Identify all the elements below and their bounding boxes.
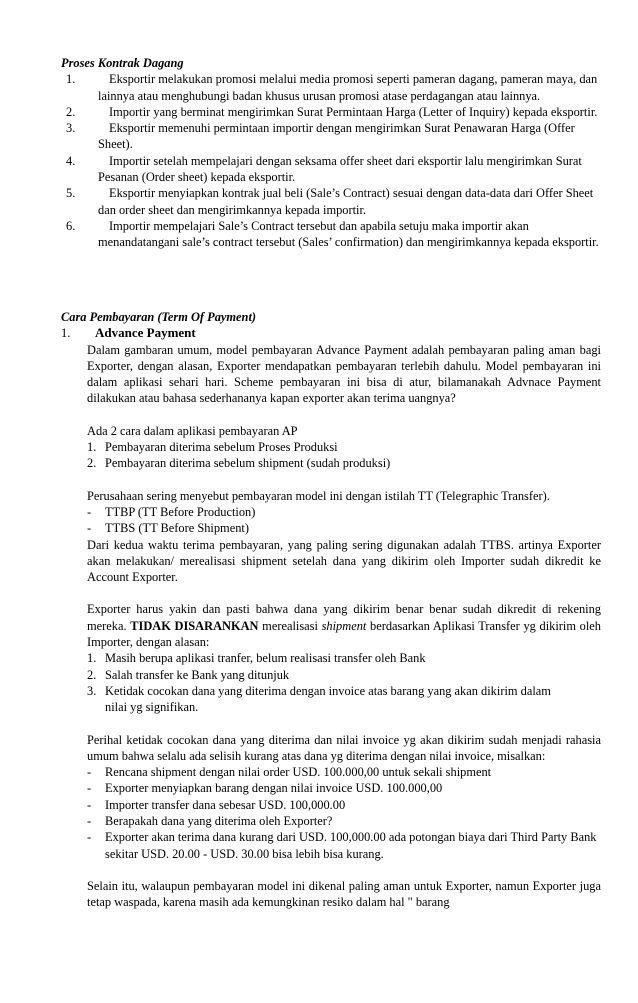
list-item xyxy=(87,780,601,796)
list-item xyxy=(61,185,601,218)
heading-proses-kontrak-dagang: Proses Kontrak Dagang xyxy=(61,56,184,70)
heading-cara-pembayaran: Cara Pembayaran (Term Of Payment) xyxy=(61,310,257,324)
list-item xyxy=(87,455,601,471)
list-item xyxy=(87,667,601,683)
list-marker: - xyxy=(87,504,92,519)
list-marker: 2. xyxy=(87,667,97,682)
list-item xyxy=(61,120,601,153)
list-marker: 1. xyxy=(87,440,97,455)
list-text: Pembayaran diterima sebelum Proses Produksi xyxy=(105,440,338,455)
list-text: TTBP (TT Before Production) xyxy=(105,504,256,519)
list-item xyxy=(87,650,601,666)
spacer xyxy=(87,716,601,732)
list-text: Ketidak cocokan dana yang diterima dengan invoice atas barang yang akan dikirim dalam nilai yg signifikan. xyxy=(105,683,551,715)
list-text: Importer transfer dana sebesar USD. 100,000.00 xyxy=(105,797,346,812)
list-text: Exporter menyiapkan barang dengan nilai invoice USD. 100.000,00 xyxy=(105,781,443,796)
list-text: Eksportir melakukan promosi melalui media promosi seperti pameran dagang, pameran maya, dan lainnya atau menghubungi badan khusus urusan promosi atase perdagangan atau lainnya. xyxy=(98,72,598,103)
list-item xyxy=(61,218,601,251)
list-text: Pembayaran diterima sebelum shipment (sudah produksi) xyxy=(105,456,391,471)
list-number: 4. xyxy=(66,153,76,168)
subheading-number: 1. xyxy=(61,326,71,341)
list-number: 1. xyxy=(66,72,76,87)
list-marker: - xyxy=(87,797,92,812)
list-marker: 3. xyxy=(87,683,97,698)
list-number: 3. xyxy=(66,121,76,136)
section-body xyxy=(61,342,601,911)
spacer xyxy=(87,585,601,601)
list-text: Berapakah dana yang diterima oleh Exporter? xyxy=(105,814,333,829)
paragraph: Perihal ketidak cocokan dana yang diterima dan nilai invoice yg akan dikirim sudah menjadi rahasia umum bahwa selalu ada selisih kurang atas dana yg diterima dengan nilai invoice, misalkan: xyxy=(87,732,601,763)
list-text: Rencana shipment dengan nilai order USD. 100.000,00 untuk sekali shipment xyxy=(105,765,492,780)
list-marker: - xyxy=(87,830,92,845)
list-item xyxy=(87,813,601,829)
paragraph: Perusahaan sering menyebut pembayaran model ini dengan istilah TT (Telegraphic Transfer). xyxy=(87,488,550,503)
list-item xyxy=(87,439,601,455)
paragraph xyxy=(87,601,601,650)
list-text: Importir mempelajari Sale’s Contract tersebut dan apabila setuju maka importir akan menandatangani sale’s contract tersebut (Sales’ confirmation) dan mengirimkannya kepada eksportir. xyxy=(98,218,599,250)
section-cara-pembayaran xyxy=(61,309,601,911)
list-marker: 1. xyxy=(87,651,97,666)
section-proses-kontrak xyxy=(61,55,601,251)
list-item xyxy=(61,153,601,186)
paragraph: Dari kedua waktu terima pembayaran, yang paling sering digunakan adalah TTBS. artinya Exporter akan melakukan/ merealisasi shipment setelah dana yang dikirim oleh Importer sudah dikredit ke Account Exporter. xyxy=(87,537,601,585)
list-text: Salah transfer ke Bank yang ditunjuk xyxy=(105,667,290,682)
list-marker: 2. xyxy=(87,456,97,471)
emphasis-bold: TIDAK DISARANKAN xyxy=(130,618,259,633)
list-marker: - xyxy=(87,781,92,796)
list-item xyxy=(87,683,575,716)
emphasis-italic: shipment xyxy=(321,618,367,633)
list-item xyxy=(87,764,601,780)
list-item xyxy=(87,504,601,520)
list-item xyxy=(87,520,601,536)
spacer xyxy=(87,407,601,423)
paragraph: Selain itu, walaupun pembayaran model ini dikenal paling aman untuk Exporter, namun Exporter juga tetap waspada, karena masih ada kemungkinan resiko dalam hal " barang xyxy=(87,878,601,910)
list-marker: - xyxy=(87,521,92,536)
paragraph: Dalam gambaran umum, model pembayaran Advance Payment adalah pembayaran paling aman bagi Exporter, dengan alasan, Exporter mendapatkan pembayaran terlebih dahulu. Model pembayaran ini dalam aplikasi sehari hari. Scheme pembayaran ini bisa di atur, bilamanakah Advnace Payment dilakukan atau bahasa sederhananya kapan exporter akan terima uangnya? xyxy=(87,342,601,406)
list-marker: - xyxy=(87,765,92,780)
ordered-list-proses xyxy=(61,71,601,250)
spacer xyxy=(87,862,601,878)
list-number: 5. xyxy=(66,186,76,201)
list-text: Exporter akan terima dana kurang dari USD. 100,000.00 ada potongan biaya dari Third Party Bank sekitar USD. 20.00 - USD. 30.00 bisa lebih bisa kurang. xyxy=(105,830,597,861)
paragraph: Ada 2 cara dalam aplikasi pembayaran AP xyxy=(87,423,298,438)
spacer xyxy=(87,472,601,488)
list-item xyxy=(61,104,601,120)
subheading-title: Advance Payment xyxy=(95,325,196,341)
list-text: Importir setelah mempelajari dengan seksama offer sheet dari eksportir lalu mengirimkan Surat Pesanan (Order sheet) kepada eksportir. xyxy=(98,153,582,185)
list-text: TTBS (TT Before Shipment) xyxy=(105,521,249,536)
text-run: berdasarkan Aplikasi Transfer yg dikirim oleh Importer, dengan alasan: xyxy=(87,618,601,650)
list-item xyxy=(87,797,601,813)
text-run: merealisasi xyxy=(258,618,322,633)
list-text: Eksportir menyiapkan kontrak jual beli (Sale’s Contract) sesuai dengan data-data dari Offer Sheet dan order sheet dan mengirimkannya kepada importir. xyxy=(98,186,594,217)
list-text: Importir yang berminat mengirimkan Surat Permintaan Harga (Letter of Inquiry) kepada eksportir. xyxy=(109,104,598,119)
list-item xyxy=(61,71,601,104)
text-run: Exporter harus yakin dan pasti bahwa dana yang dikirim benar benar sudah dikredit di rekening mereka. xyxy=(87,602,601,633)
list-text: Eksportir memenuhi permintaan importir dengan mengirimkan Surat Penawaran Harga (Offer Sheet). xyxy=(98,121,575,152)
list-text: Masih berupa aplikasi tranfer, belum realisasi transfer oleh Bank xyxy=(105,651,426,666)
list-item xyxy=(87,829,601,862)
list-marker: - xyxy=(87,814,92,829)
list-number: 6. xyxy=(66,218,76,233)
subheading-advance-payment xyxy=(61,325,601,341)
list-number: 2. xyxy=(66,104,76,119)
